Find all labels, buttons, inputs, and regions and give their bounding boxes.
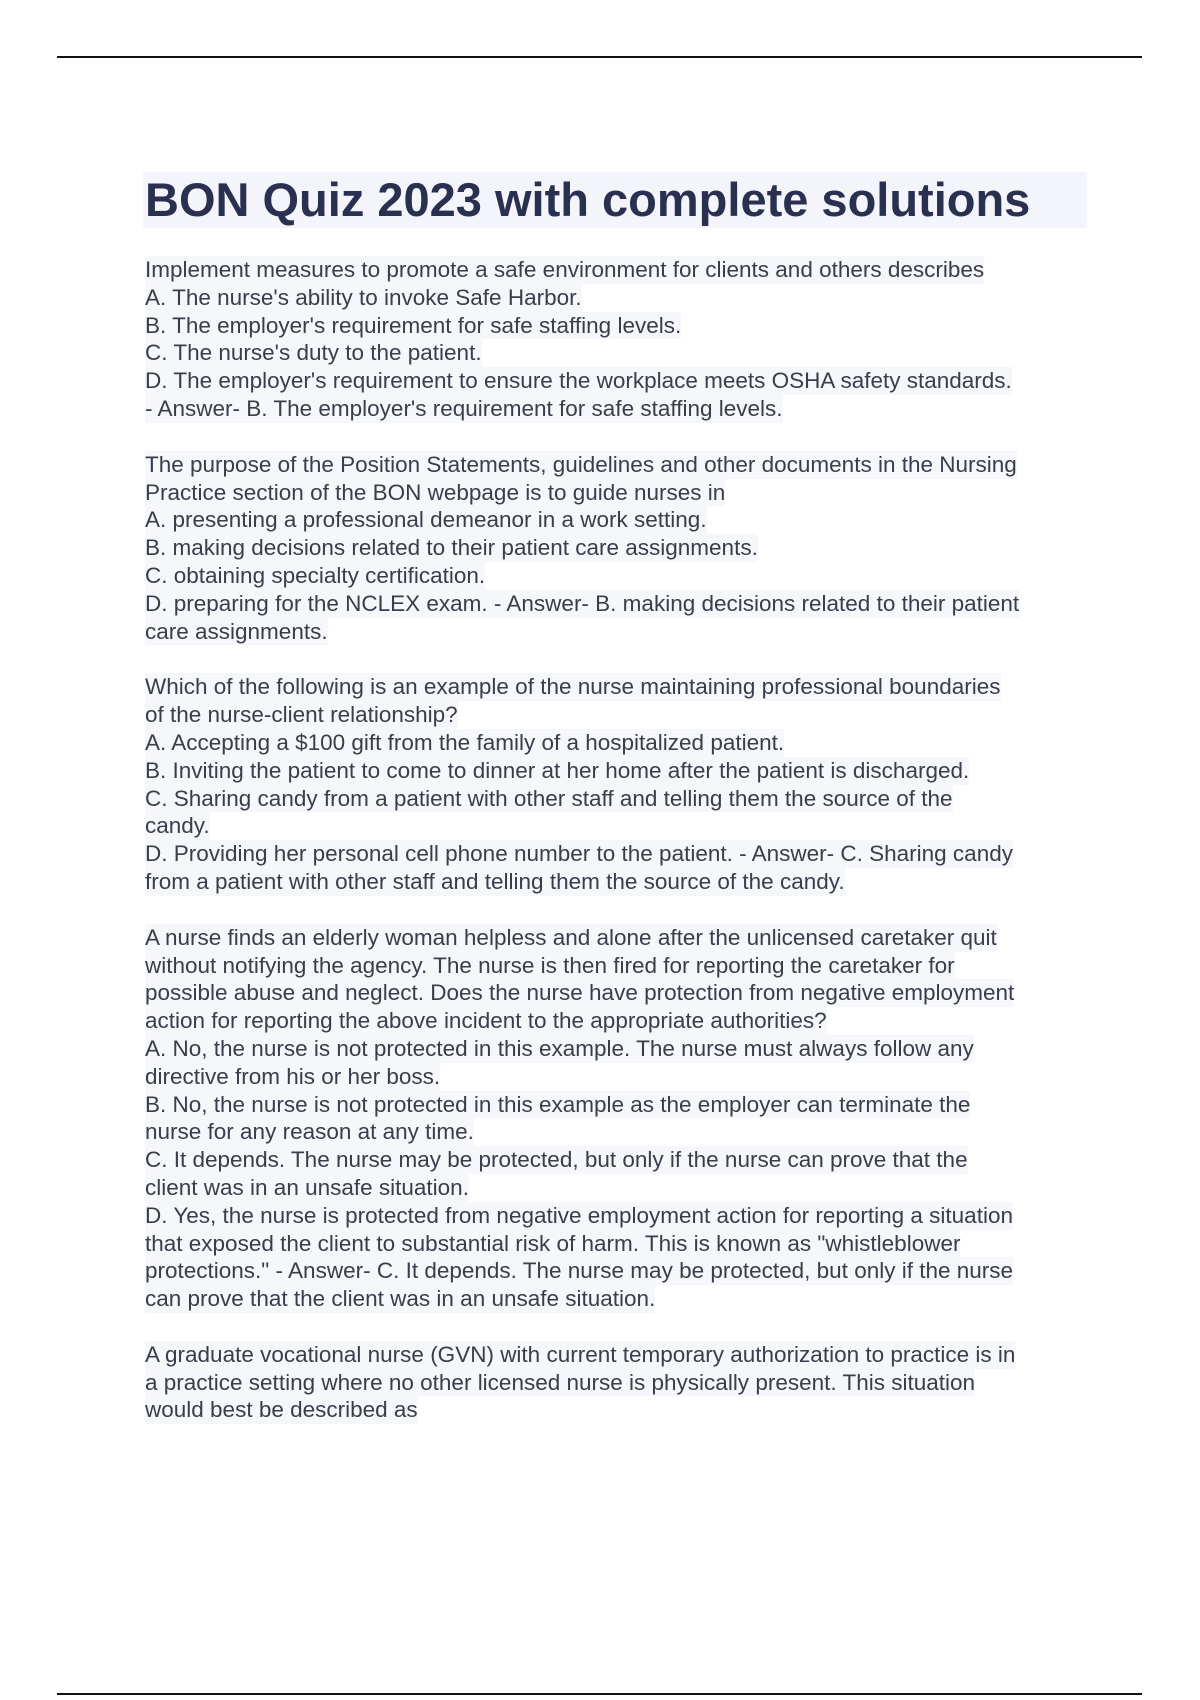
- question-text-line: care assignments.: [145, 618, 328, 644]
- question-text-line: C. The nurse's duty to the patient.: [145, 340, 482, 366]
- question-text-line: B. Inviting the patient to come to dinner at her home after the patient is discharged.: [145, 757, 970, 783]
- question-text-line: of the nurse-client relationship?: [145, 702, 458, 728]
- top-rule: [57, 56, 1142, 58]
- question-text-line: nurse for any reason at any time.: [145, 1119, 474, 1145]
- question-text-line: possible abuse and neglect. Does the nurse have protection from negative employment: [145, 980, 1015, 1006]
- question-block: [145, 256, 1095, 423]
- question-text-line: protections." - Answer- C. It depends. The nurse may be protected, but only if the nurse: [145, 1258, 1014, 1284]
- question-text-line: would best be described as: [145, 1397, 418, 1423]
- question-text-line: B. making decisions related to their patient care assignments.: [145, 535, 758, 561]
- question-text-line: can prove that the client was in an unsafe situation.: [145, 1286, 656, 1312]
- question-text-line: D. Yes, the nurse is protected from negative employment action for reporting a situation: [145, 1202, 1013, 1228]
- question-text-line: B. The employer's requirement for safe staffing levels.: [145, 312, 682, 338]
- question-text-line: A. No, the nurse is not protected in this example. The nurse must always follow any: [145, 1035, 974, 1061]
- question-text-line: C. Sharing candy from a patient with other staff and telling them the source of the: [145, 785, 953, 811]
- question-block: [145, 451, 1095, 646]
- question-text-line: candy.: [145, 813, 210, 839]
- question-text-line: Implement measures to promote a safe environment for clients and others describes: [145, 257, 985, 282]
- question-block: [145, 1341, 1095, 1424]
- question-text-line: from a patient with other staff and telling them the source of the candy.: [145, 868, 845, 894]
- page-title: BON Quiz 2023 with complete solutions: [145, 173, 1031, 226]
- question-block: [145, 924, 1095, 1313]
- question-text-line: A nurse finds an elderly woman helpless and alone after the unlicensed caretaker quit: [145, 924, 997, 950]
- question-text-line: A graduate vocational nurse (GVN) with current temporary authorization to practice is in: [145, 1341, 1016, 1367]
- question-text-line: B. No, the nurse is not protected in this example as the employer can terminate the: [145, 1091, 971, 1117]
- question-text-line: D. The employer's requirement to ensure the workplace meets OSHA safety standards.: [145, 368, 1012, 394]
- question-text-line: Which of the following is an example of the nurse maintaining professional boundaries: [145, 674, 1001, 700]
- question-text-line: The purpose of the Position Statements, guidelines and other documents in the Nursing: [145, 451, 1017, 477]
- question-text-line: - Answer- B. The employer's requirement for safe staffing levels.: [145, 395, 783, 421]
- question-text-line: A. Accepting a $100 gift from the family of a hospitalized patient.: [145, 729, 785, 755]
- question-text-line: directive from his or her boss.: [145, 1063, 441, 1089]
- question-text-line: action for reporting the above incident to the appropriate authorities?: [145, 1008, 827, 1034]
- bottom-rule: [57, 1693, 1142, 1695]
- quiz-body: [145, 256, 1095, 1452]
- question-text-line: A. The nurse's ability to invoke Safe Harbor.: [145, 284, 582, 310]
- question-text-line: D. preparing for the NCLEX exam. - Answer- B. making decisions related to their patient: [145, 590, 1020, 616]
- question-text-line: client was in an unsafe situation.: [145, 1174, 469, 1200]
- question-text-line: A. presenting a professional demeanor in a work setting.: [145, 507, 707, 533]
- question-text-line: D. Providing her personal cell phone number to the patient. - Answer- C. Sharing candy: [145, 841, 1013, 867]
- question-text-line: a practice setting where no other licensed nurse is physically present. This situation: [145, 1369, 976, 1395]
- question-block: [145, 673, 1095, 895]
- question-text-line: that exposed the client to substantial risk of harm. This is known as "whistleblower: [145, 1230, 961, 1256]
- question-text-line: Practice section of the BON webpage is to guide nurses in: [145, 479, 726, 505]
- question-text-line: C. It depends. The nurse may be protected, but only if the nurse can prove that the: [145, 1147, 968, 1173]
- question-text-line: C. obtaining specialty certification.: [145, 562, 486, 588]
- question-text-line: without notifying the agency. The nurse is then fired for reporting the caretaker for: [145, 952, 955, 978]
